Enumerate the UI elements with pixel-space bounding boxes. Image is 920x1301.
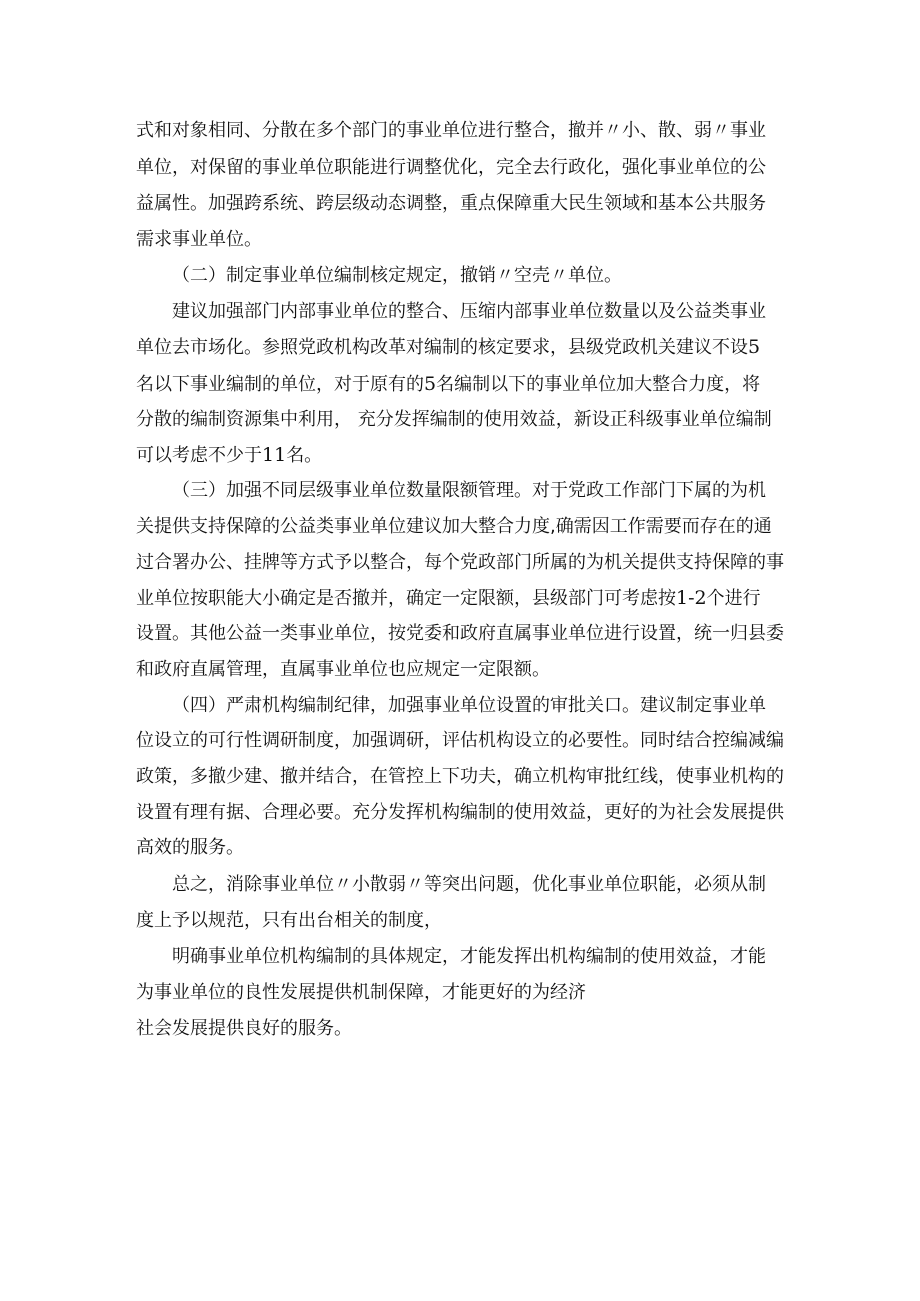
section-heading-3: （三）加强不同层级事业单位数量限额管理。对于党政工作部门下属的为机 [172, 480, 766, 501]
text-line-3: 益属性。加强跨系统、跨层级动态调整，重点保障重大民生领域和基本公共服务 [136, 193, 766, 214]
text-line-14: 业单位按职能大小确定是否撤并，确定一定限额，县级部门可考虑按1-2个进行 [136, 587, 761, 609]
text-line-15: 设置。其他公益一类事业单位，按党委和政府直属事业单位进行设置，统一归县委 [136, 623, 784, 644]
section-heading-4: （四）严肃机构编制纪律，加强事业单位设置的审批关口。建议制定事业单 [172, 695, 766, 716]
number-5: 5 [748, 336, 761, 358]
text-line-12: 关提供支持保障的公益类事业单位建议加大整合力度,确需因工作需要而存在的通 [136, 516, 772, 537]
text-line-22: 总之，消除事业单位〃小散弱〃等突出问题，优化事业单位职能，必须从制 [172, 874, 766, 895]
text-line-21: 高效的服务。 [136, 837, 244, 858]
text-line-16: 和政府直属管理，直属事业单位也应规定一定限额。 [136, 659, 550, 680]
text-line-7: 单位去市场化。参照党政机构改革对编制的核定要求，县级党政机关建议不设5 [136, 336, 761, 358]
section-heading-2: （二）制定事业单位编制核定规定，撤销〃空壳〃单位。 [172, 265, 622, 286]
text-line-18: 位设立的可行性调研制度，加强调研，评估机构设立的必要性。同时结合控编减编 [136, 730, 784, 751]
number-1-2: 1-2 [676, 587, 707, 609]
text-line-8: 名以下事业编制的单位，对于原有的5名编制以下的事业单位加大整合力度，将 [136, 373, 761, 395]
text-line-23: 度上予以规范，只有出台相关的制度， [136, 910, 442, 931]
text-line-9: 分散的编制资源集中利用， 充分发挥编制的使用效益，新设正科级事业单位编制 [136, 409, 772, 430]
text-line-19: 政策，多撤少建、撤并结合，在管控上下功夫，确立机构审批红线，使事业机构的 [136, 766, 784, 787]
text-line-24: 明确事业单位机构编制的具体规定，才能发挥出机构编制的使用效益，才能 [172, 946, 766, 967]
text-line-20: 设置有理有据、合理必要。充分发挥机构编制的使用效益，更好的为社会发展提供 [136, 802, 784, 823]
text-line-13: 过合署办公、挂牌等方式予以整合，每个党政部门所属的为机关提供支持保障的事 [136, 552, 784, 573]
text-line-10: 可以考虑不少于11名。 [136, 444, 323, 466]
text-line-6: 建议加强部门内部事业单位的整合、压缩内部事业单位数量以及公益类事业 [172, 301, 766, 322]
text-line-4: 需求事业单位。 [136, 229, 262, 250]
text-line-26: 社会发展提供良好的服务。 [136, 1018, 352, 1039]
number-11: 11 [262, 444, 287, 466]
text-line-1: 式和对象相同、分散在多个部门的事业单位进行整合，撤并〃小、散、弱〃事业 [136, 120, 766, 141]
text-line-2: 单位，对保留的事业单位职能进行调整优化，完全去行政化，强化事业单位的公 [136, 157, 766, 178]
text-line-25: 为事业单位的良性发展提供机制保障，才能更好的为经济 [136, 982, 586, 1003]
number-5-b: 5 [424, 373, 437, 395]
